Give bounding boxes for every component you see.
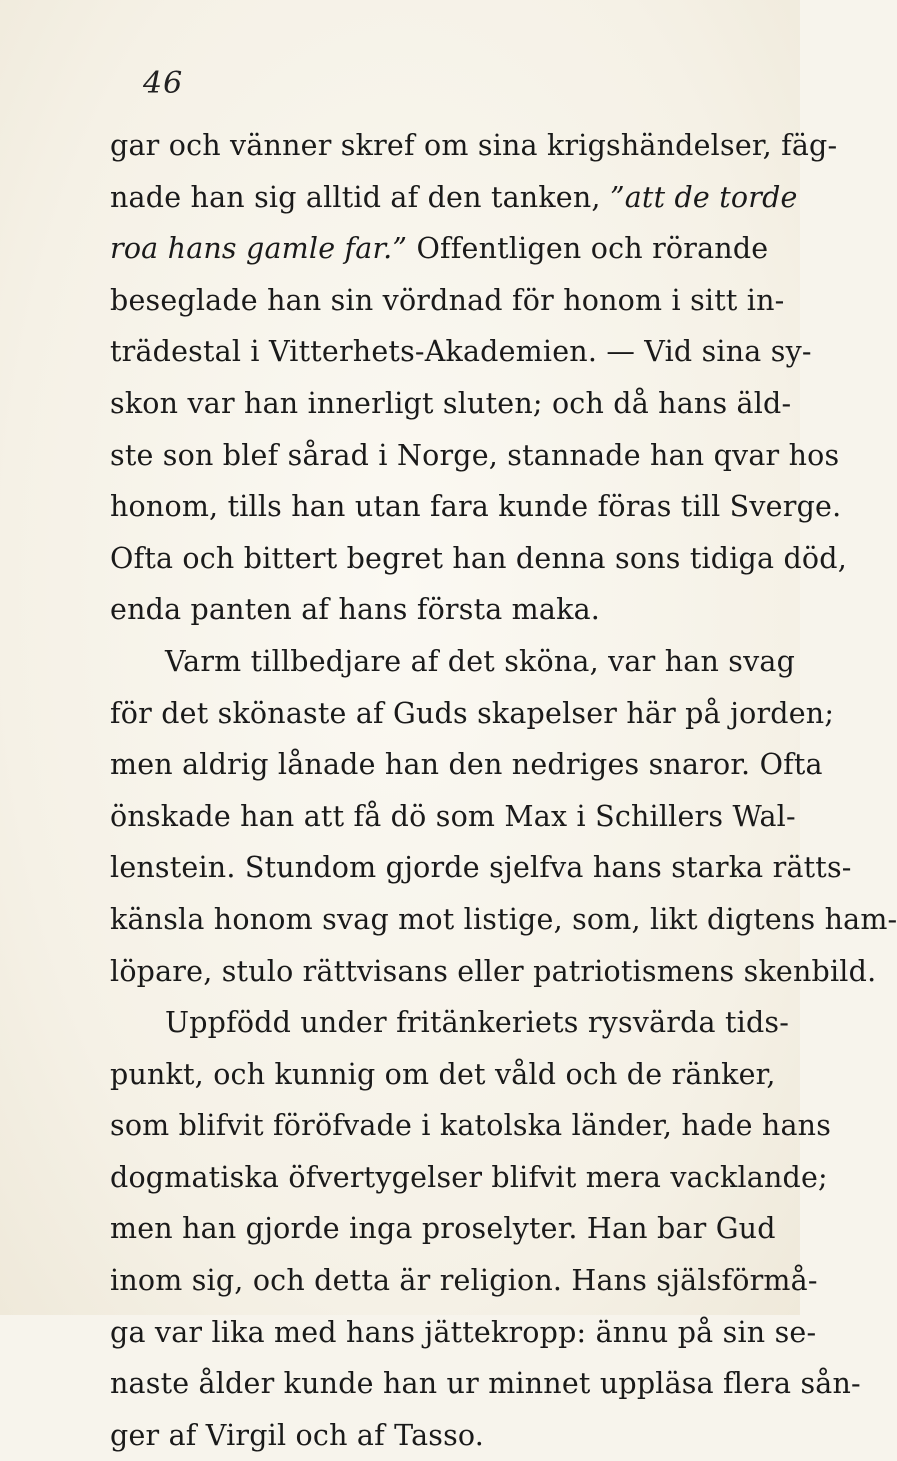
text-line: beseglade han sin vördnad för honom i sitt in- xyxy=(110,283,785,317)
text-line: dogmatiska öfvertygelser blifvit mera vacklande; xyxy=(110,1160,828,1194)
text-line: punkt, och kunnig om det våld och de ränker, xyxy=(110,1057,776,1091)
text-line: för det skönaste af Guds skapelser här på jorden; xyxy=(110,696,835,730)
quoted-text: roa hans gamle far.” xyxy=(110,232,408,266)
text-line: ste son blef sårad i Norge, stannade han qvar hos xyxy=(110,438,840,472)
text-line: skon var han innerligt sluten; och då hans äld- xyxy=(110,386,792,420)
paragraph-2 xyxy=(110,636,897,997)
text-line: Ofta och bittert begret han denna sons tidiga död, xyxy=(110,541,847,575)
text-line: enda panten af hans första maka. xyxy=(110,593,601,627)
paragraph-3 xyxy=(110,997,861,1461)
page-number: 46 xyxy=(143,66,184,101)
text-line: honom, tills han utan fara kunde föras till Sverge. xyxy=(110,490,842,524)
paragraph-1 xyxy=(110,120,847,636)
text-line: Uppfödd under fritänkeriets rysvärda tids- xyxy=(165,1006,790,1040)
quoted-text: ”att de torde xyxy=(609,180,798,214)
text-line xyxy=(110,172,798,224)
text-line: som blifvit föröfvade i katolska länder, hade hans xyxy=(110,1109,832,1143)
text-line: löpare, stulo rättvisans eller patriotismens skenbild. xyxy=(110,954,877,988)
text-line: inom sig, och detta är religion. Hans själsförmå- xyxy=(110,1264,818,1298)
text-line: önskade han att få dö som Max i Schillers Wal- xyxy=(110,799,796,833)
text-line: men aldrig lånade han den nedriges snaror. Ofta xyxy=(110,748,823,782)
text-line: trädestal i Vitterhets-Akademien. — Vid sina sy- xyxy=(110,335,812,369)
text-line: naste ålder kunde han ur minnet uppläsa flera sån- xyxy=(110,1367,861,1401)
text-line: lenstein. Stundom gjorde sjelfva hans starka rätts- xyxy=(110,851,852,885)
text-line: Varm tillbedjare af det sköna, var han svag xyxy=(165,644,796,678)
text-line-part: Offentligen och rörande xyxy=(407,232,769,266)
text-line-part: nade han sig alltid af den tanken, xyxy=(110,180,610,214)
text-line: ga var lika med hans jättekropp: ännu på sin se- xyxy=(110,1315,817,1349)
text-line: gar och vänner skref om sina krigshändelser, fäg- xyxy=(110,129,838,162)
text-line: ger af Virgil och af Tasso. xyxy=(110,1418,485,1452)
text-line: känsla honom svag mot listige, som, likt digtens ham- xyxy=(110,902,897,936)
text-line: men han gjorde inga proselyter. Han bar Gud xyxy=(110,1212,776,1246)
body-text xyxy=(110,120,897,1461)
text-line xyxy=(110,223,769,275)
